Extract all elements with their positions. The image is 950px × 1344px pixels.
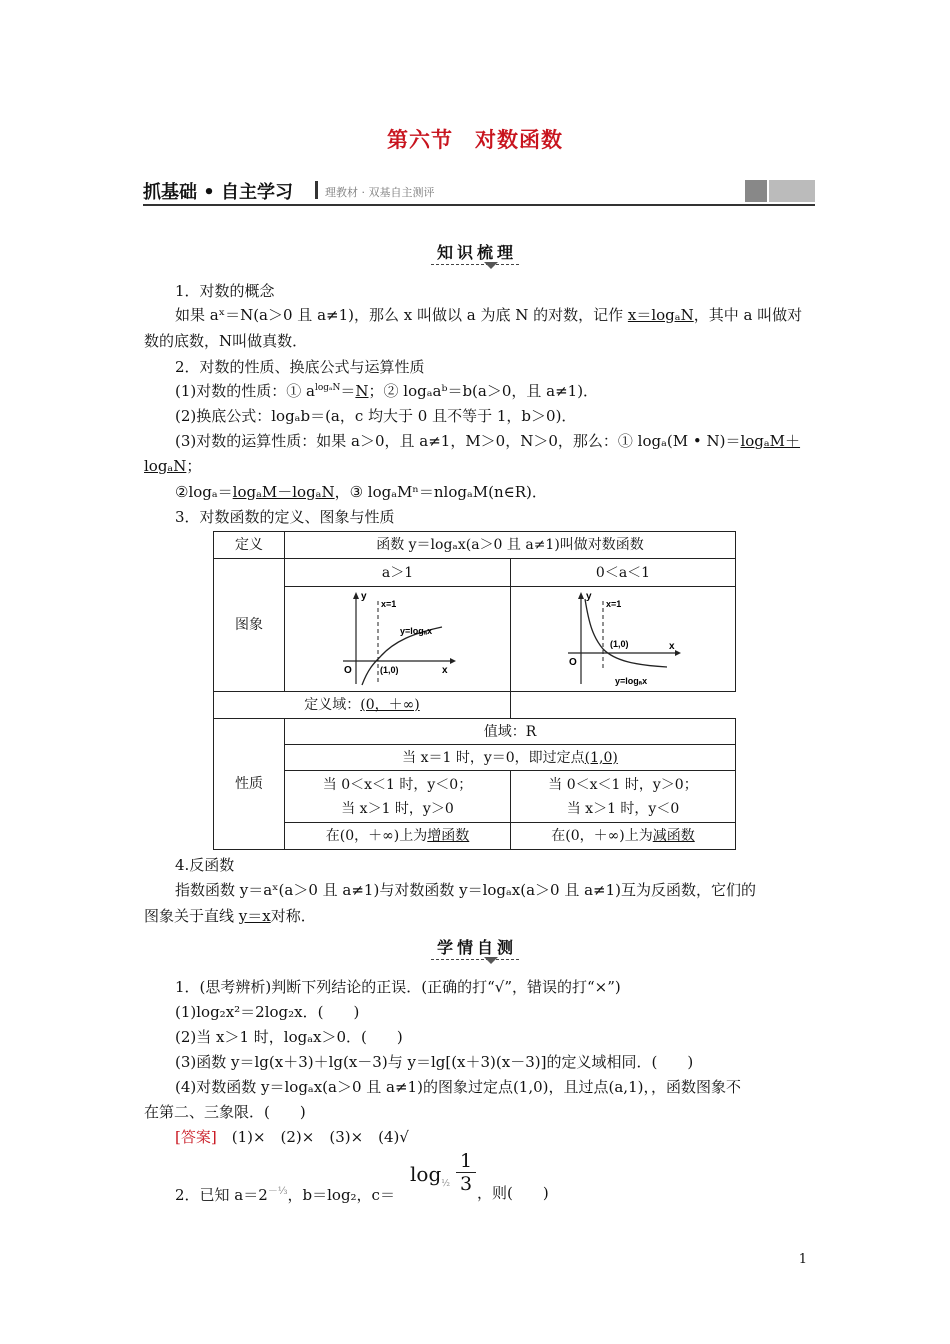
question-1-item: 在第二、三象限．( ) [144, 1103, 306, 1121]
table-label-properties: 性质 [214, 719, 285, 850]
line-label: x=1 [606, 599, 622, 609]
heading-properties: 2．对数的性质、换底公式与运算性质 [175, 358, 425, 376]
axis-label-x: x [441, 665, 448, 676]
origin-label: O [343, 665, 352, 676]
curve-label: y=logₐx [615, 676, 648, 686]
graph-decreasing-cell [511, 587, 736, 692]
page-title: 第六节 对数函数 [387, 128, 563, 152]
table-header-a-gt-1: a＞1 [285, 559, 511, 587]
table-header-a-lt-1: 0＜a＜1 [511, 559, 736, 587]
log-function-table [213, 531, 736, 850]
table-monotonic-increasing: 在(0，＋∞)上为增函数 [285, 823, 511, 850]
paragraph: (3)对数的运算性质：如果 a＞0，且 a≠1，M＞0，N＞0，那么：① logₐ(M • N)＝logₐM＋ [175, 432, 801, 450]
table-sign-a-lt-1: 当 0＜x＜1 时，y＞0； 当 x＞1 时，y＜0 [511, 771, 736, 823]
heading-concept: 1．对数的概念 [175, 282, 275, 300]
heading-inverse: 4.反函数 [175, 856, 235, 874]
section-banner [143, 178, 815, 206]
paragraph: logₐN； [144, 457, 202, 475]
page-number: 1 [798, 1252, 807, 1267]
question-1-item: (3)函数 y＝lg(x＋3)＋lg(x－3)与 y＝lg[(x＋3)(x－3)]的定义域相同．( ) [175, 1053, 694, 1071]
question-2-tail: ，则( ) [477, 1184, 549, 1202]
paragraph: 如果 aˣ＝N(a＞0 且 a≠1)，那么 x 叫做以 a 为底 N 的对数，记作 x＝logₐN，其中 a 叫做对 [175, 306, 803, 324]
heading-arrow-icon [484, 262, 498, 269]
paragraph: ②logₐ＝logₐM－logₐN，③ logₐMⁿ＝nlogₐM(n∈R)． [175, 483, 547, 501]
table-fixed-point: 当 x＝1 时，y＝0，即过定点(1,0) [285, 745, 736, 771]
axis-label-y: y [586, 591, 592, 602]
question-1-item: (1)log₂x²＝2log₂x．( ) [175, 1003, 360, 1021]
paragraph: (1)对数的性质：① $a^{log_aN}=N$；② logₐaᵇ＝b(a＞0，且 a≠1)． [175, 382, 599, 400]
question-1-item: (2)当 x＞1 时，logₐx＞0．( ) [175, 1028, 403, 1046]
table-monotonic-decreasing: 在(0，＋∞)上为减函数 [511, 823, 736, 850]
paragraph: (2)换底公式：logₐb＝(a，c 均大于 0 且不等于 1，b＞0)． [175, 407, 577, 425]
graph-log-decreasing [563, 589, 683, 689]
heading-function-table: 3．对数函数的定义、图象与性质 [175, 508, 395, 526]
question-1: 1．(思考辨析)判断下列结论的正误．(正确的打“√”，错误的打“×”) [175, 978, 621, 996]
question-2: 2．已知 $a=2^{-\frac{1}{3}}$，b＝log₂，c＝ [175, 1186, 395, 1204]
fraction: 1 3 [456, 1150, 476, 1195]
axis-label-x: x [669, 641, 675, 652]
banner-block-light [769, 180, 815, 202]
banner-divider [315, 181, 318, 199]
table-sign-a-gt-1: 当 0＜x＜1 时，y＜0； 当 x＞1 时，y＞0 [285, 771, 511, 823]
line-label: x=1 [380, 599, 396, 609]
answer-line: [答案] (1)× (2)× (3)× (4)√ [175, 1128, 409, 1146]
banner-block-dark [745, 180, 767, 202]
table-label-definition: 定义 [214, 532, 285, 559]
point-label: (1,0) [379, 665, 399, 675]
table-label-graph: 图象 [214, 559, 285, 692]
heading-arrow-icon [484, 957, 498, 964]
section-self-test-heading: 学情自测 [0, 935, 950, 958]
graph-log-increasing [338, 589, 458, 689]
table-definition: 函数 y＝logₐx(a＞0 且 a≠1)叫做对数函数 [285, 532, 736, 559]
question-1-item: (4)对数函数 y＝logₐx(a＞0 且 a≠1)的图象过定点(1,0)，且过点(a,1)，，函数图象不 [175, 1078, 741, 1096]
section-knowledge-heading: 知识梳理 [0, 240, 950, 263]
origin-label: O [569, 657, 577, 668]
paragraph: 指数函数 y＝aˣ(a＞0 且 a≠1)与对数函数 y＝logₐx(a＞0 且 a≠1)互为反函数，它们的 [175, 881, 757, 899]
table-domain: 定义域：(0，＋∞) [214, 692, 511, 719]
banner-subtitle: 理教材 · 双基自主测评 [325, 186, 435, 199]
log-expression: $\log_{\frac{1}{2}}$ [410, 1162, 450, 1189]
paragraph: 数的底数，N叫做真数． [144, 332, 308, 350]
banner-title: 抓基础 • 自主学习 [143, 182, 294, 203]
graph-increasing-cell [285, 587, 511, 692]
axis-label-y: y [360, 591, 367, 602]
curve-label: y=logₐx [399, 626, 432, 636]
point-label: (1,0) [610, 639, 629, 649]
table-range: 值域：R [285, 719, 736, 745]
paragraph: 图象关于直线 y＝x对称． [144, 907, 316, 925]
